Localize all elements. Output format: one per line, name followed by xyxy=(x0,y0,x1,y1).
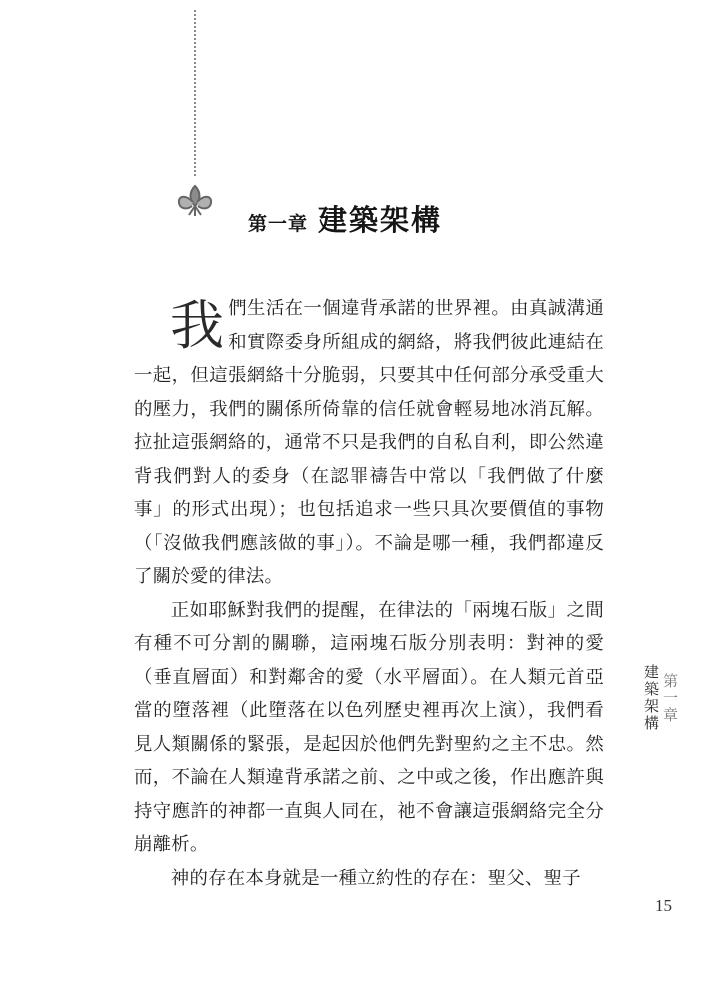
chapter-title: 建築架構 xyxy=(318,203,443,237)
paragraph-1-text: 們生活在一個違背承諾的世界裡。由真誠溝通和實際委身所組成的網絡，將我們彼此連結在一起，但這張網絡十分脆弱，只要其中任何部分承受重大的壓力，我們的關係所倚靠的信任就會輕易地冰消瓦解。拉扯這張網絡的，通常不只是我們的自私自利，即公然違背我們對人的委身（在認罪禱告中常以「我們做了什麼事」的形式出現）；也包括追求一些只具次要價值的事物（「沒做我們應該做的事」）。不論是哪一種，我們都違反了關於愛的律法。 xyxy=(134,298,604,587)
paragraph-3: 神的存在本身就是一種立約性的存在：聖父、聖子 xyxy=(170,867,581,889)
chapter-number: 第一章 xyxy=(248,213,309,235)
side-chapter-tab xyxy=(642,664,679,732)
dotted-line-decoration xyxy=(194,10,196,176)
chapter-heading xyxy=(248,198,548,239)
side-tab-title: 建築架構 xyxy=(642,664,660,732)
page-number: 15 xyxy=(655,896,672,915)
paragraph-1 xyxy=(134,292,604,594)
dropcap: 我 xyxy=(170,294,225,357)
lotus-ornament-icon xyxy=(175,180,215,220)
side-tab-chapter: 第一章 xyxy=(661,672,679,724)
body-text xyxy=(134,292,604,895)
paragraph-2: 正如耶穌對我們的提醒，在律法的「兩塊石版」之間有種不可分割的關聯，這兩塊石版分別表明：對神的愛（垂直層面）和對鄰舍的愛（水平層面）。在人類元首亞當的墮落裡（此墮落在以色列歷史裡再次上演），我們看見人類關係的緊張，是起因於他們先對聖約之主不忠。然而，不論在人類違背承諾之前、之中或之後，作出應許與持守應許的神都一直與人同在，祂不會讓這張網絡完全分崩離析。 xyxy=(134,599,604,855)
